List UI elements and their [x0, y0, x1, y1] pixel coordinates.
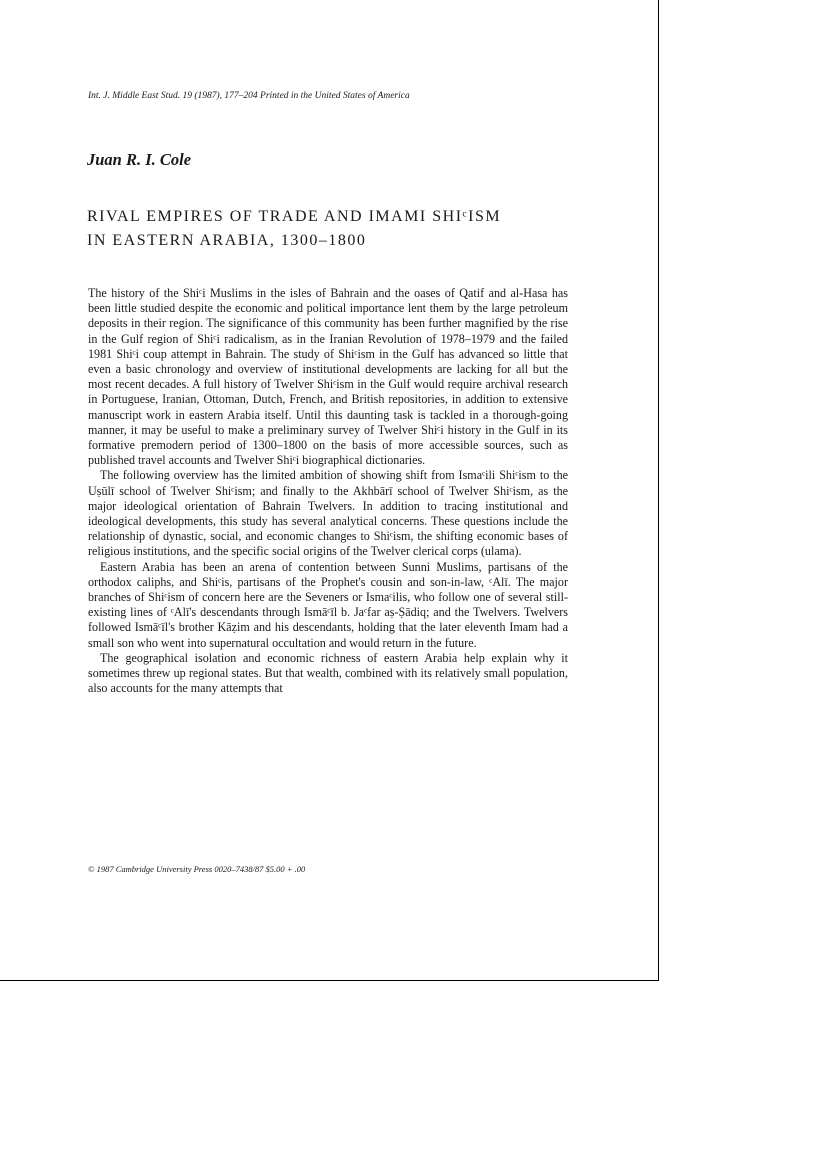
article-title-line-2: IN EASTERN ARABIA, 1300–1800 — [87, 232, 367, 249]
article-title — [87, 205, 607, 253]
article-title-line-1: RIVAL EMPIRES OF TRADE AND IMAMI SHIᶜISM — [87, 208, 502, 225]
page-border-bottom — [0, 980, 659, 981]
paragraph-3: Eastern Arabia has been an arena of contention between Sunni Muslims, partisans of the orthodox caliphs, and Shiᶜis, partisans of the Prophet's cousin and son-in-law, ᶜAlī. The major branches of Shiᶜism of concern here are the Seveners or Ismaᶜilis, who follow one of several still-existing lines of ᶜAlī's descendants through Ismāᶜīl b. Jaᶜfar aṣ-Ṣādiq; and the Twelvers. Twelvers followed Ismāᶜīl's brother Kāẓim and his descendants, holding that the later eleventh Imam had a small son who went into supernatural occultation and would return in the future. — [88, 559, 568, 650]
paragraph-4: The geographical isolation and economic richness of eastern Arabia help explain why it sometimes threw up regional states. But that wealth, combined with its relatively small population, also accounts for the many attempts that — [88, 650, 568, 696]
copyright-line: © 1987 Cambridge University Press 0020–7438/87 $5.00 + .00 — [88, 864, 306, 874]
paragraph-2: The following overview has the limited ambition of showing shift from Ismaᶜili Shiᶜism to the Uṣūlī school of Twelver Shiᶜism; and finally to the Akhbārī school of Twelver Shiᶜism, as the major ideological orientation of Bahrain Twelvers. In addition to tracing institutional and ideological developments, this study has several analytical concerns. These questions include the relationship of dynastic, social, and economic changes to Shiᶜism, the shifting economic bases of religious institutions, and the specific social origins of the Twelver clerical corps (ulama). — [88, 468, 568, 559]
paragraph-1: The history of the Shiᶜi Muslims in the isles of Bahrain and the oases of Qatif and al-Hasa has been little studied despite the economic and political importance lent them by the large petroleum deposits in their region. The significance of this community has been further magnified by the rise in the Gulf region of Shiᶜi radicalism, as in the Iranian Revolution of 1978–1979 and the failed 1981 Shiᶜi coup attempt in Bahrain. The study of Shiᶜism in the Gulf has advanced so little that even a basic chronology and overview of institutional developments are lacking for all but the most recent decades. A full history of Twelver Shiᶜism in the Gulf would require archival research in Portuguese, Iranian, Ottoman, Dutch, French, and British repositories, in addition to extensive manuscript work in eastern Arabia itself. Until this daunting task is tackled in a thorough-going manner, it may be useful to make a preliminary survey of Twelver Shiᶜi history in the Gulf in its formative premodern period of 1300–1800 on the basis of more accessible sources, such as published travel accounts and Twelver Shiᶜi biographical dictionaries. — [88, 286, 568, 468]
page-border-right — [658, 0, 659, 981]
author-name: Juan R. I. Cole — [87, 150, 192, 169]
article-body — [88, 286, 568, 696]
journal-citation: Int. J. Middle East Stud. 19 (1987), 177–204 Printed in the United States of America — [88, 91, 410, 101]
